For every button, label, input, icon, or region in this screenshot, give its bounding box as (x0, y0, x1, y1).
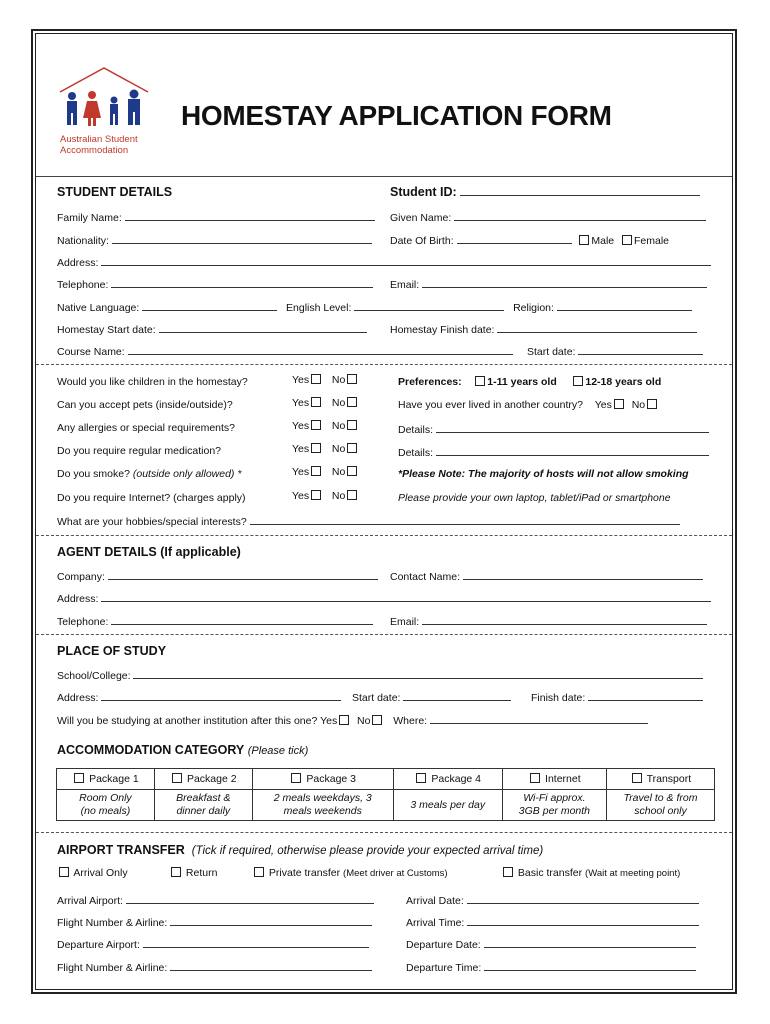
family-name-label: Family Name: (57, 212, 122, 224)
arrival-date-label: Arrival Date: (406, 895, 464, 907)
female-label: Female (633, 235, 669, 247)
package-4-cell[interactable]: Package 4 (393, 769, 502, 790)
given-name-label: Given Name: (390, 212, 452, 224)
company-field[interactable] (108, 569, 378, 580)
medication-question: Do you require regular medication? (57, 445, 222, 457)
yes-checkbox[interactable] (311, 490, 321, 500)
company-label: Company: (57, 571, 105, 583)
school-label: School/College: (57, 670, 131, 682)
pref-1-checkbox[interactable] (475, 376, 485, 386)
preferences-label: Preferences: (398, 376, 462, 388)
divider (36, 176, 732, 177)
course-name-label: Course Name: (57, 346, 125, 358)
yes-checkbox[interactable] (311, 374, 321, 384)
package-1-checkbox[interactable] (74, 773, 84, 783)
no-checkbox[interactable] (347, 397, 357, 407)
homestay-start-field[interactable] (159, 322, 367, 333)
course-start-label: Start date: (527, 346, 576, 358)
arrival-time-label: Arrival Time: (406, 917, 465, 929)
study-start-label: Start date: (352, 692, 401, 704)
another-no-checkbox[interactable] (372, 715, 382, 725)
agent-telephone-field[interactable] (111, 614, 373, 625)
native-language-label: Native Language: (57, 302, 140, 314)
agent-email-label: Email: (390, 616, 420, 628)
allergies-yes-no: Yes No (292, 420, 359, 432)
package-4-checkbox[interactable] (416, 773, 426, 783)
arrival-date-field[interactable] (467, 893, 699, 904)
lived-yes-checkbox[interactable] (614, 399, 624, 409)
details-label: Details: (398, 424, 434, 436)
smoke-note: (outside only allowed) * (132, 468, 242, 480)
flight-1-field[interactable] (170, 915, 372, 926)
private-transfer-note: (Meet driver at Customs) (343, 868, 448, 879)
logo-text-1: Australian Student (60, 134, 138, 145)
yes-checkbox[interactable] (311, 397, 321, 407)
basic-transfer-label: Basic transfer (517, 867, 583, 879)
religion-field[interactable] (557, 300, 692, 311)
email-label: Email: (390, 279, 420, 291)
male-checkbox[interactable] (579, 235, 589, 245)
female-checkbox[interactable] (622, 235, 632, 245)
arrival-time-field[interactable] (467, 915, 699, 926)
page-title: HOMESTAY APPLICATION FORM (181, 100, 612, 131)
pref-2-checkbox[interactable] (573, 376, 583, 386)
smoke-question: Do you smoke? (outside only allowed) * (57, 468, 242, 480)
student-id-label: Student ID: (390, 185, 700, 199)
asa-logo (54, 66, 154, 160)
contact-field[interactable] (463, 569, 703, 580)
arrival-only-checkbox[interactable] (59, 867, 69, 877)
accommodation-heading: ACCOMMODATION CATEGORY (57, 743, 245, 757)
no-checkbox[interactable] (347, 443, 357, 453)
agent-heading: AGENT DETAILS (If applicable) (57, 545, 241, 559)
internet-yes-no: Yes No (292, 490, 359, 502)
children-question: Would you like children in the homestay? (57, 376, 248, 388)
internet-checkbox[interactable] (530, 773, 540, 783)
agent-email-field[interactable] (422, 614, 707, 625)
study-address-label: Address: (57, 692, 99, 704)
arrival-airport-field[interactable] (126, 893, 374, 904)
given-name-field[interactable] (454, 210, 706, 221)
departure-time-field[interactable] (484, 960, 696, 971)
email-field[interactable] (422, 277, 707, 288)
package-3-cell[interactable]: Package 3 (252, 769, 393, 790)
where-label: Where: (393, 715, 428, 727)
english-level-label: English Level: (286, 302, 352, 314)
nationality-field[interactable] (112, 233, 372, 244)
internet-cell[interactable]: Internet (502, 769, 606, 790)
student-id-field[interactable] (460, 185, 700, 196)
package-4-desc: 3 meals per day (393, 790, 502, 821)
hobbies-field[interactable] (250, 514, 680, 525)
hobbies-label: What are your hobbies/special interests? (57, 516, 247, 528)
package-3-checkbox[interactable] (291, 773, 301, 783)
flight-2-label: Flight Number & Airline: (57, 962, 168, 974)
basic-transfer-note: (Wait at meeting point) (585, 868, 681, 879)
package-1-desc: Room Only (no meals) (57, 790, 155, 821)
student-heading: STUDENT DETAILS (57, 185, 173, 199)
airport-heading: AIRPORT TRANSFER (57, 843, 185, 857)
no-checkbox[interactable] (347, 466, 357, 476)
another-yes-checkbox[interactable] (339, 715, 349, 725)
arrival-only-label: Arrival Only (73, 867, 128, 879)
accommodation-note: (Please tick) (247, 745, 309, 757)
course-start-field[interactable] (578, 344, 703, 355)
course-name-field[interactable] (128, 344, 513, 355)
details-field[interactable] (436, 422, 709, 433)
transport-cell[interactable]: Transport (607, 769, 715, 790)
divider (36, 832, 732, 833)
where-field[interactable] (430, 713, 648, 724)
no-checkbox[interactable] (347, 490, 357, 500)
package-2-cell[interactable]: Package 2 (154, 769, 252, 790)
agent-address-label: Address: (57, 593, 99, 605)
departure-airport-field[interactable] (143, 937, 369, 948)
divider (36, 634, 732, 635)
agent-telephone-label: Telephone: (57, 616, 109, 628)
divider (36, 535, 732, 536)
male-label: Male (591, 235, 615, 247)
transport-checkbox[interactable] (632, 773, 642, 783)
logo-text-2: Accommodation (60, 145, 129, 156)
package-table (56, 768, 715, 821)
departure-airport-label: Departure Airport: (57, 939, 140, 951)
pref-1-label: 1-11 years old (487, 376, 557, 388)
airport-note: (Tick if required, otherwise please provide your expected arrival time) (191, 845, 544, 857)
dob-field[interactable] (457, 233, 572, 244)
english-level-field[interactable] (354, 300, 504, 311)
yes-checkbox[interactable] (311, 443, 321, 453)
study-finish-field[interactable] (588, 690, 703, 701)
internet-desc: Wi-Fi approx. 3GB per month (502, 790, 606, 821)
smoking-note: *Please Note: The majority of hosts will not allow smoking (398, 468, 689, 480)
yes-checkbox[interactable] (311, 420, 321, 430)
agent-address-field[interactable] (101, 591, 711, 602)
smoke-yes-no: Yes No (292, 466, 359, 478)
private-transfer-checkbox[interactable] (254, 867, 264, 877)
allergies-question: Any allergies or special requirements? (57, 422, 236, 434)
contact-label: Contact Name: (390, 571, 461, 583)
package-3-desc: 2 meals weekdays, 3 meals weekends (252, 790, 393, 821)
return-checkbox[interactable] (171, 867, 181, 877)
yes-checkbox[interactable] (311, 466, 321, 476)
homestay-finish-label: Homestay Finish date: (390, 324, 495, 336)
medication-yes-no: Yes No (292, 443, 359, 455)
address-label: Address: (57, 257, 99, 269)
school-field[interactable] (133, 668, 703, 679)
study-finish-label: Finish date: (531, 692, 586, 704)
arrival-airport-label: Arrival Airport: (57, 895, 123, 907)
study-address-field[interactable] (101, 690, 341, 701)
no-checkbox[interactable] (347, 374, 357, 384)
laptop-note: Please provide your own laptop, tablet/iPad or smartphone (398, 492, 671, 504)
package-2-desc: Breakfast & dinner daily (154, 790, 252, 821)
lived-question: Have you ever lived in another country? (398, 399, 584, 411)
address-field[interactable] (101, 255, 711, 266)
transport-desc: Travel to & from school only (607, 790, 715, 821)
another-question: Will you be studying at another institution after this one? (57, 715, 318, 727)
departure-date-field[interactable] (484, 937, 696, 948)
religion-label: Religion: (513, 302, 554, 314)
flight-2-field[interactable] (170, 960, 372, 971)
package-1-cell[interactable]: Package 1 (57, 769, 155, 790)
package-2-checkbox[interactable] (172, 773, 182, 783)
native-language-field[interactable] (142, 300, 277, 311)
study-heading: PLACE OF STUDY (57, 644, 167, 658)
departure-time-label: Departure Time: (406, 962, 482, 974)
departure-date-label: Departure Date: (406, 939, 481, 951)
details-field[interactable] (436, 445, 709, 456)
internet-question: Do you require Internet? (charges apply) (57, 492, 246, 504)
divider (36, 364, 732, 365)
return-label: Return (185, 867, 218, 879)
private-transfer-label: Private transfer (268, 867, 341, 879)
homestay-start-label: Homestay Start date: (57, 324, 156, 336)
basic-transfer-checkbox[interactable] (503, 867, 513, 877)
dob-label: Date Of Birth: (390, 235, 454, 247)
telephone-label: Telephone: (57, 279, 109, 291)
family-name-field[interactable] (125, 210, 375, 221)
study-start-field[interactable] (403, 690, 511, 701)
flight-1-label: Flight Number & Airline: (57, 917, 168, 929)
nationality-label: Nationality: (57, 235, 109, 247)
lived-no-checkbox[interactable] (647, 399, 657, 409)
details-label: Details: (398, 447, 434, 459)
children-yes-no: Yes No (292, 374, 359, 386)
homestay-finish-field[interactable] (497, 322, 697, 333)
no-checkbox[interactable] (347, 420, 357, 430)
pets-yes-no: Yes No (292, 397, 359, 409)
telephone-field[interactable] (111, 277, 373, 288)
pets-question: Can you accept pets (inside/outside)? (57, 399, 233, 411)
pref-2-label: 12-18 years old (585, 376, 662, 388)
